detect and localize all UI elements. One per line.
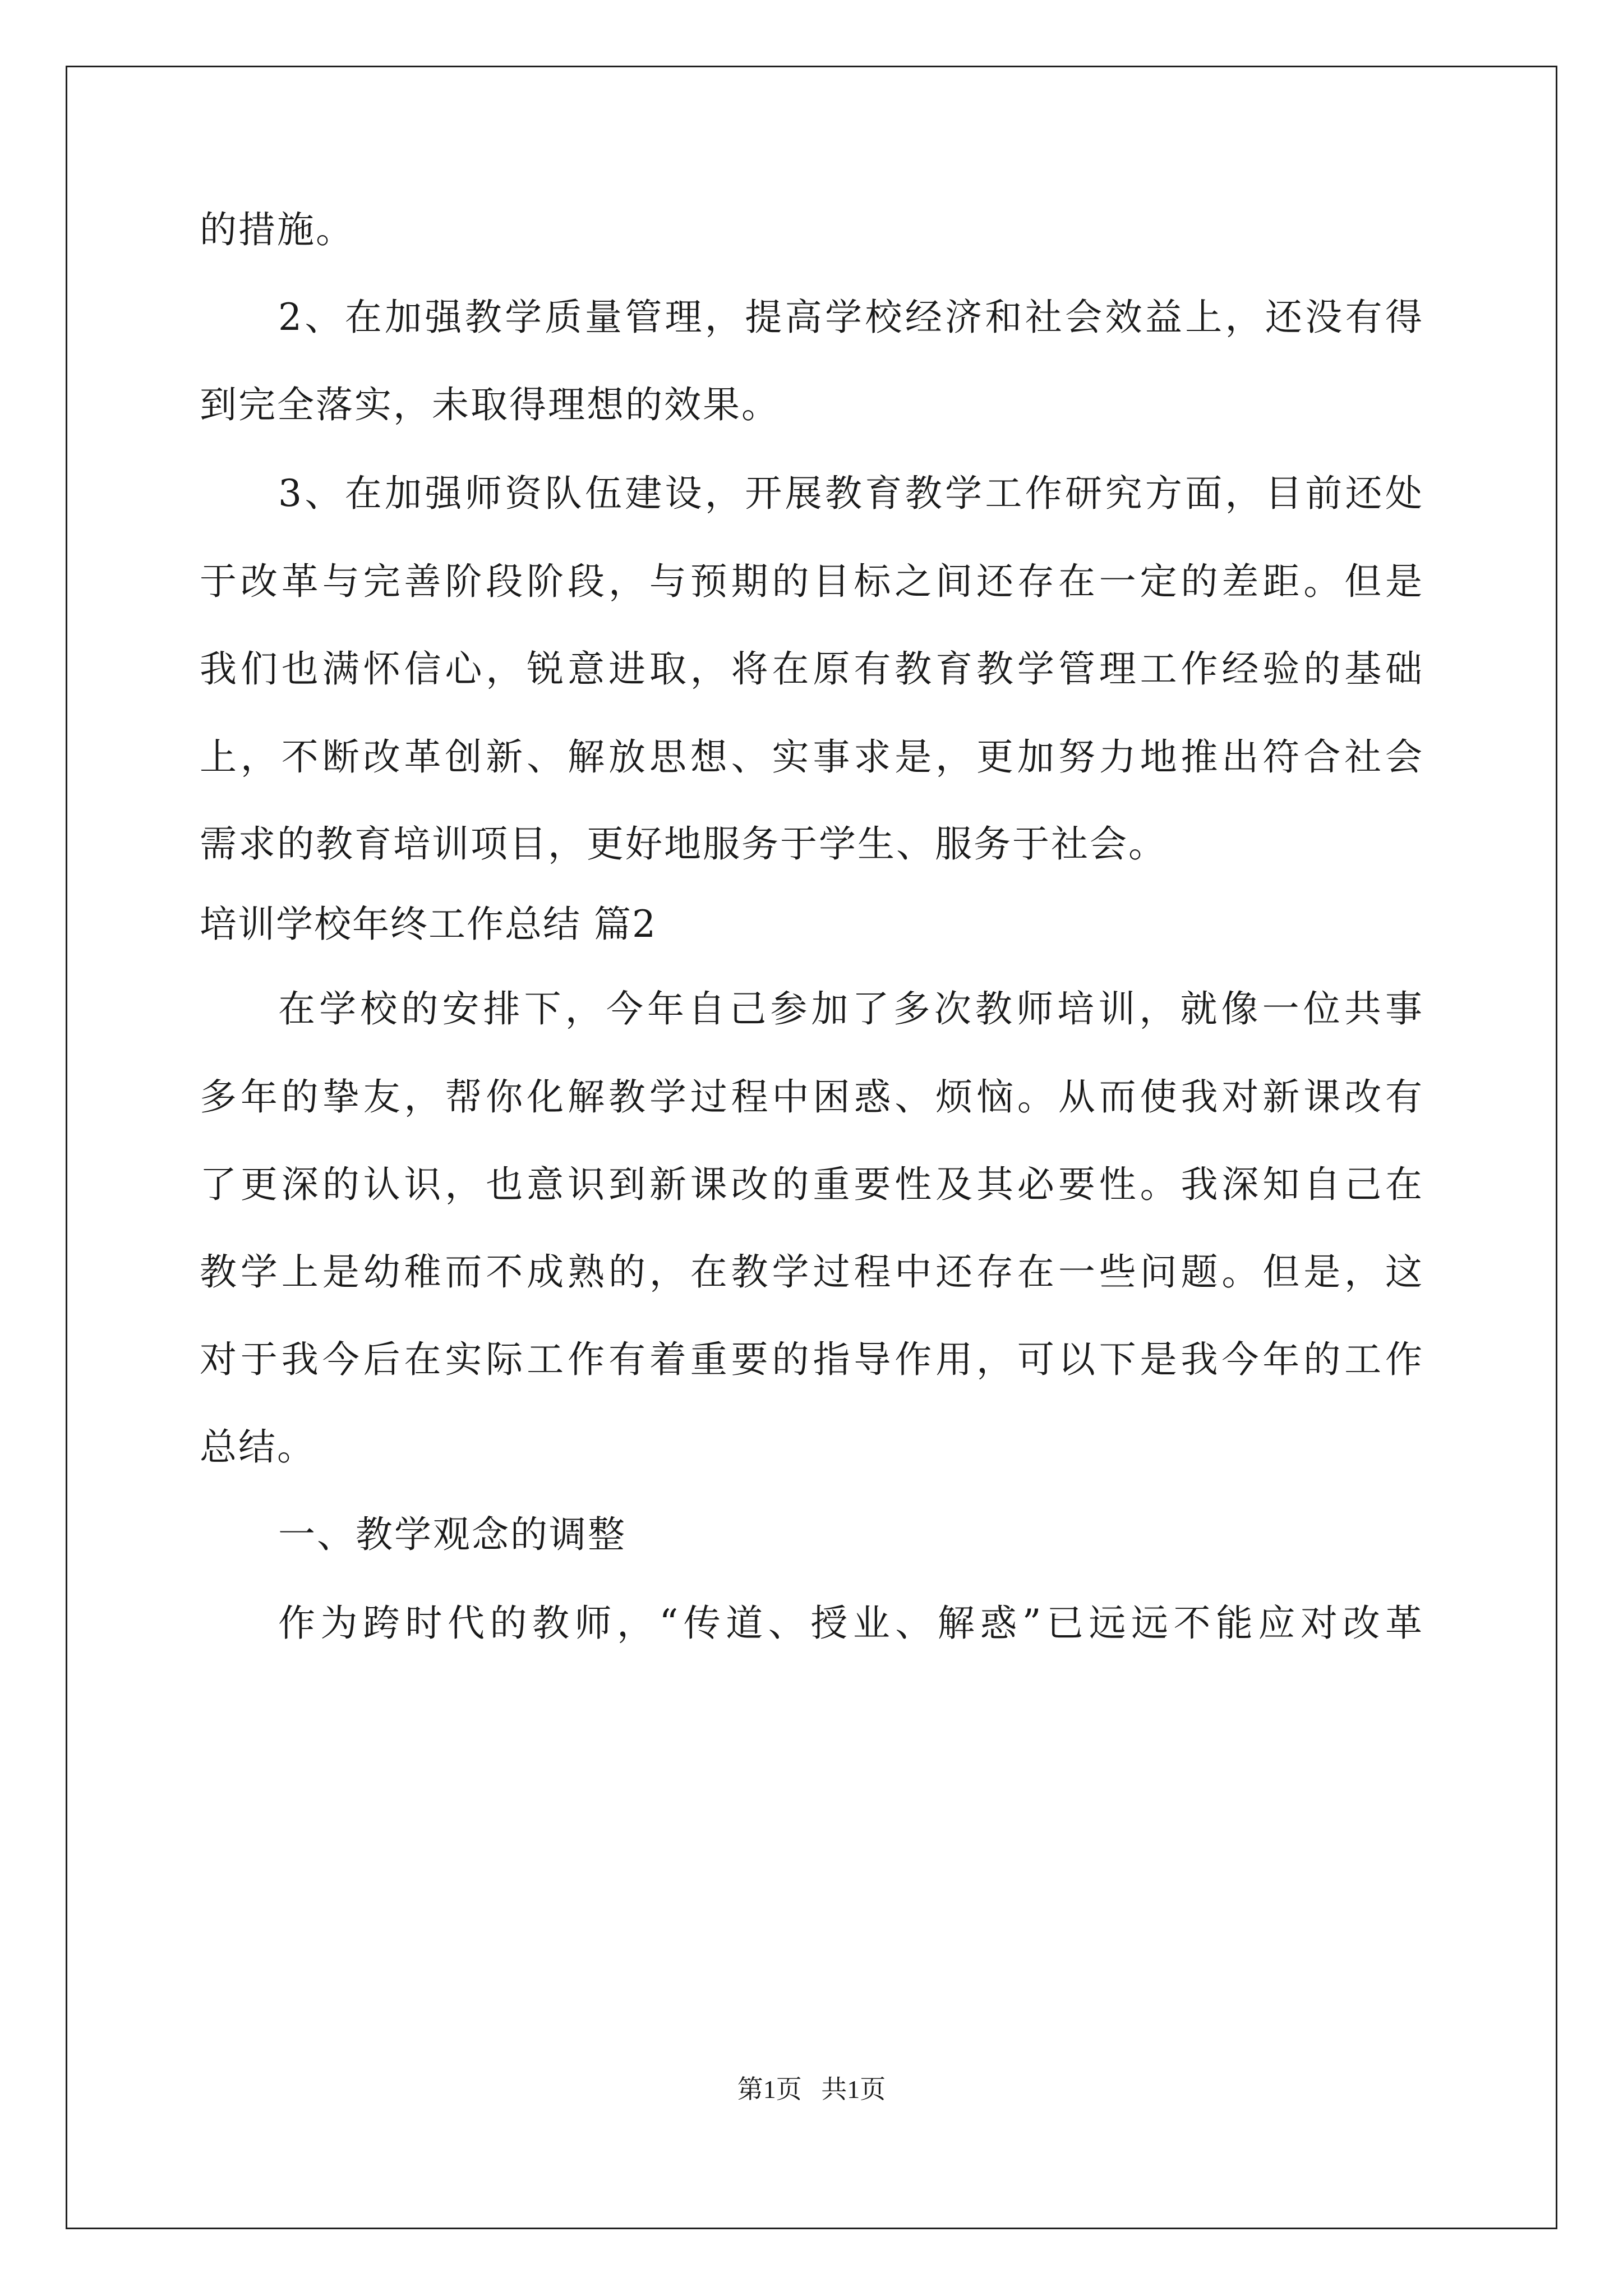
text-line: 教学上是幼稚而不成熟的，在教学过程中还存在一些问题。但是，这: [200, 1250, 1422, 1294]
page-footer: [0, 2074, 1623, 2105]
text-line: 的措施。: [200, 208, 354, 251]
text-line: 我们也满怀信心，锐意进取，将在原有教育教学管理工作经验的基础: [200, 647, 1422, 691]
text-line: 作为跨时代的教师，“传道、授业、解惑”已远远不能应对改革: [278, 1602, 1422, 1645]
text-line: 于改革与完善阶段阶段，与预期的目标之间还存在一定的差距。但是: [200, 560, 1422, 603]
text-line: 在学校的安排下，今年自己参加了多次教师培训，就像一位共事: [278, 987, 1422, 1030]
text-line: 到完全落实，未取得理想的效果。: [200, 383, 780, 426]
page-number: 第1页: [737, 2075, 802, 2104]
text-line: 上，不断改革创新、解放思想、实事求是，更加努力地推出符合社会: [200, 735, 1422, 779]
text-line: 对于我今后在实际工作有着重要的指导作用，可以下是我今年的工作: [200, 1338, 1422, 1381]
section-heading: 培训学校年终工作总结 篇2: [200, 903, 657, 946]
text-line: 3、在加强师资队伍建设，开展教育教学工作研究方面，目前还处: [278, 472, 1422, 515]
page-total: 共1页: [821, 2075, 886, 2104]
text-line: 2、在加强教学质量管理，提高学校经济和社会效益上，还没有得: [278, 296, 1422, 339]
text-line: 了更深的认识，也意识到新课改的重要性及其必要性。我深知自己在: [200, 1163, 1422, 1206]
text-line: 需求的教育培训项目，更好地服务于学生、服务于社会。: [200, 822, 1167, 866]
text-line: 总结。: [200, 1425, 316, 1469]
text-line: 多年的挚友，帮你化解教学过程中困惑、烦恼。从而使我对新课改有: [200, 1075, 1422, 1119]
subsection-heading: 一、教学观念的调整: [278, 1513, 626, 1556]
